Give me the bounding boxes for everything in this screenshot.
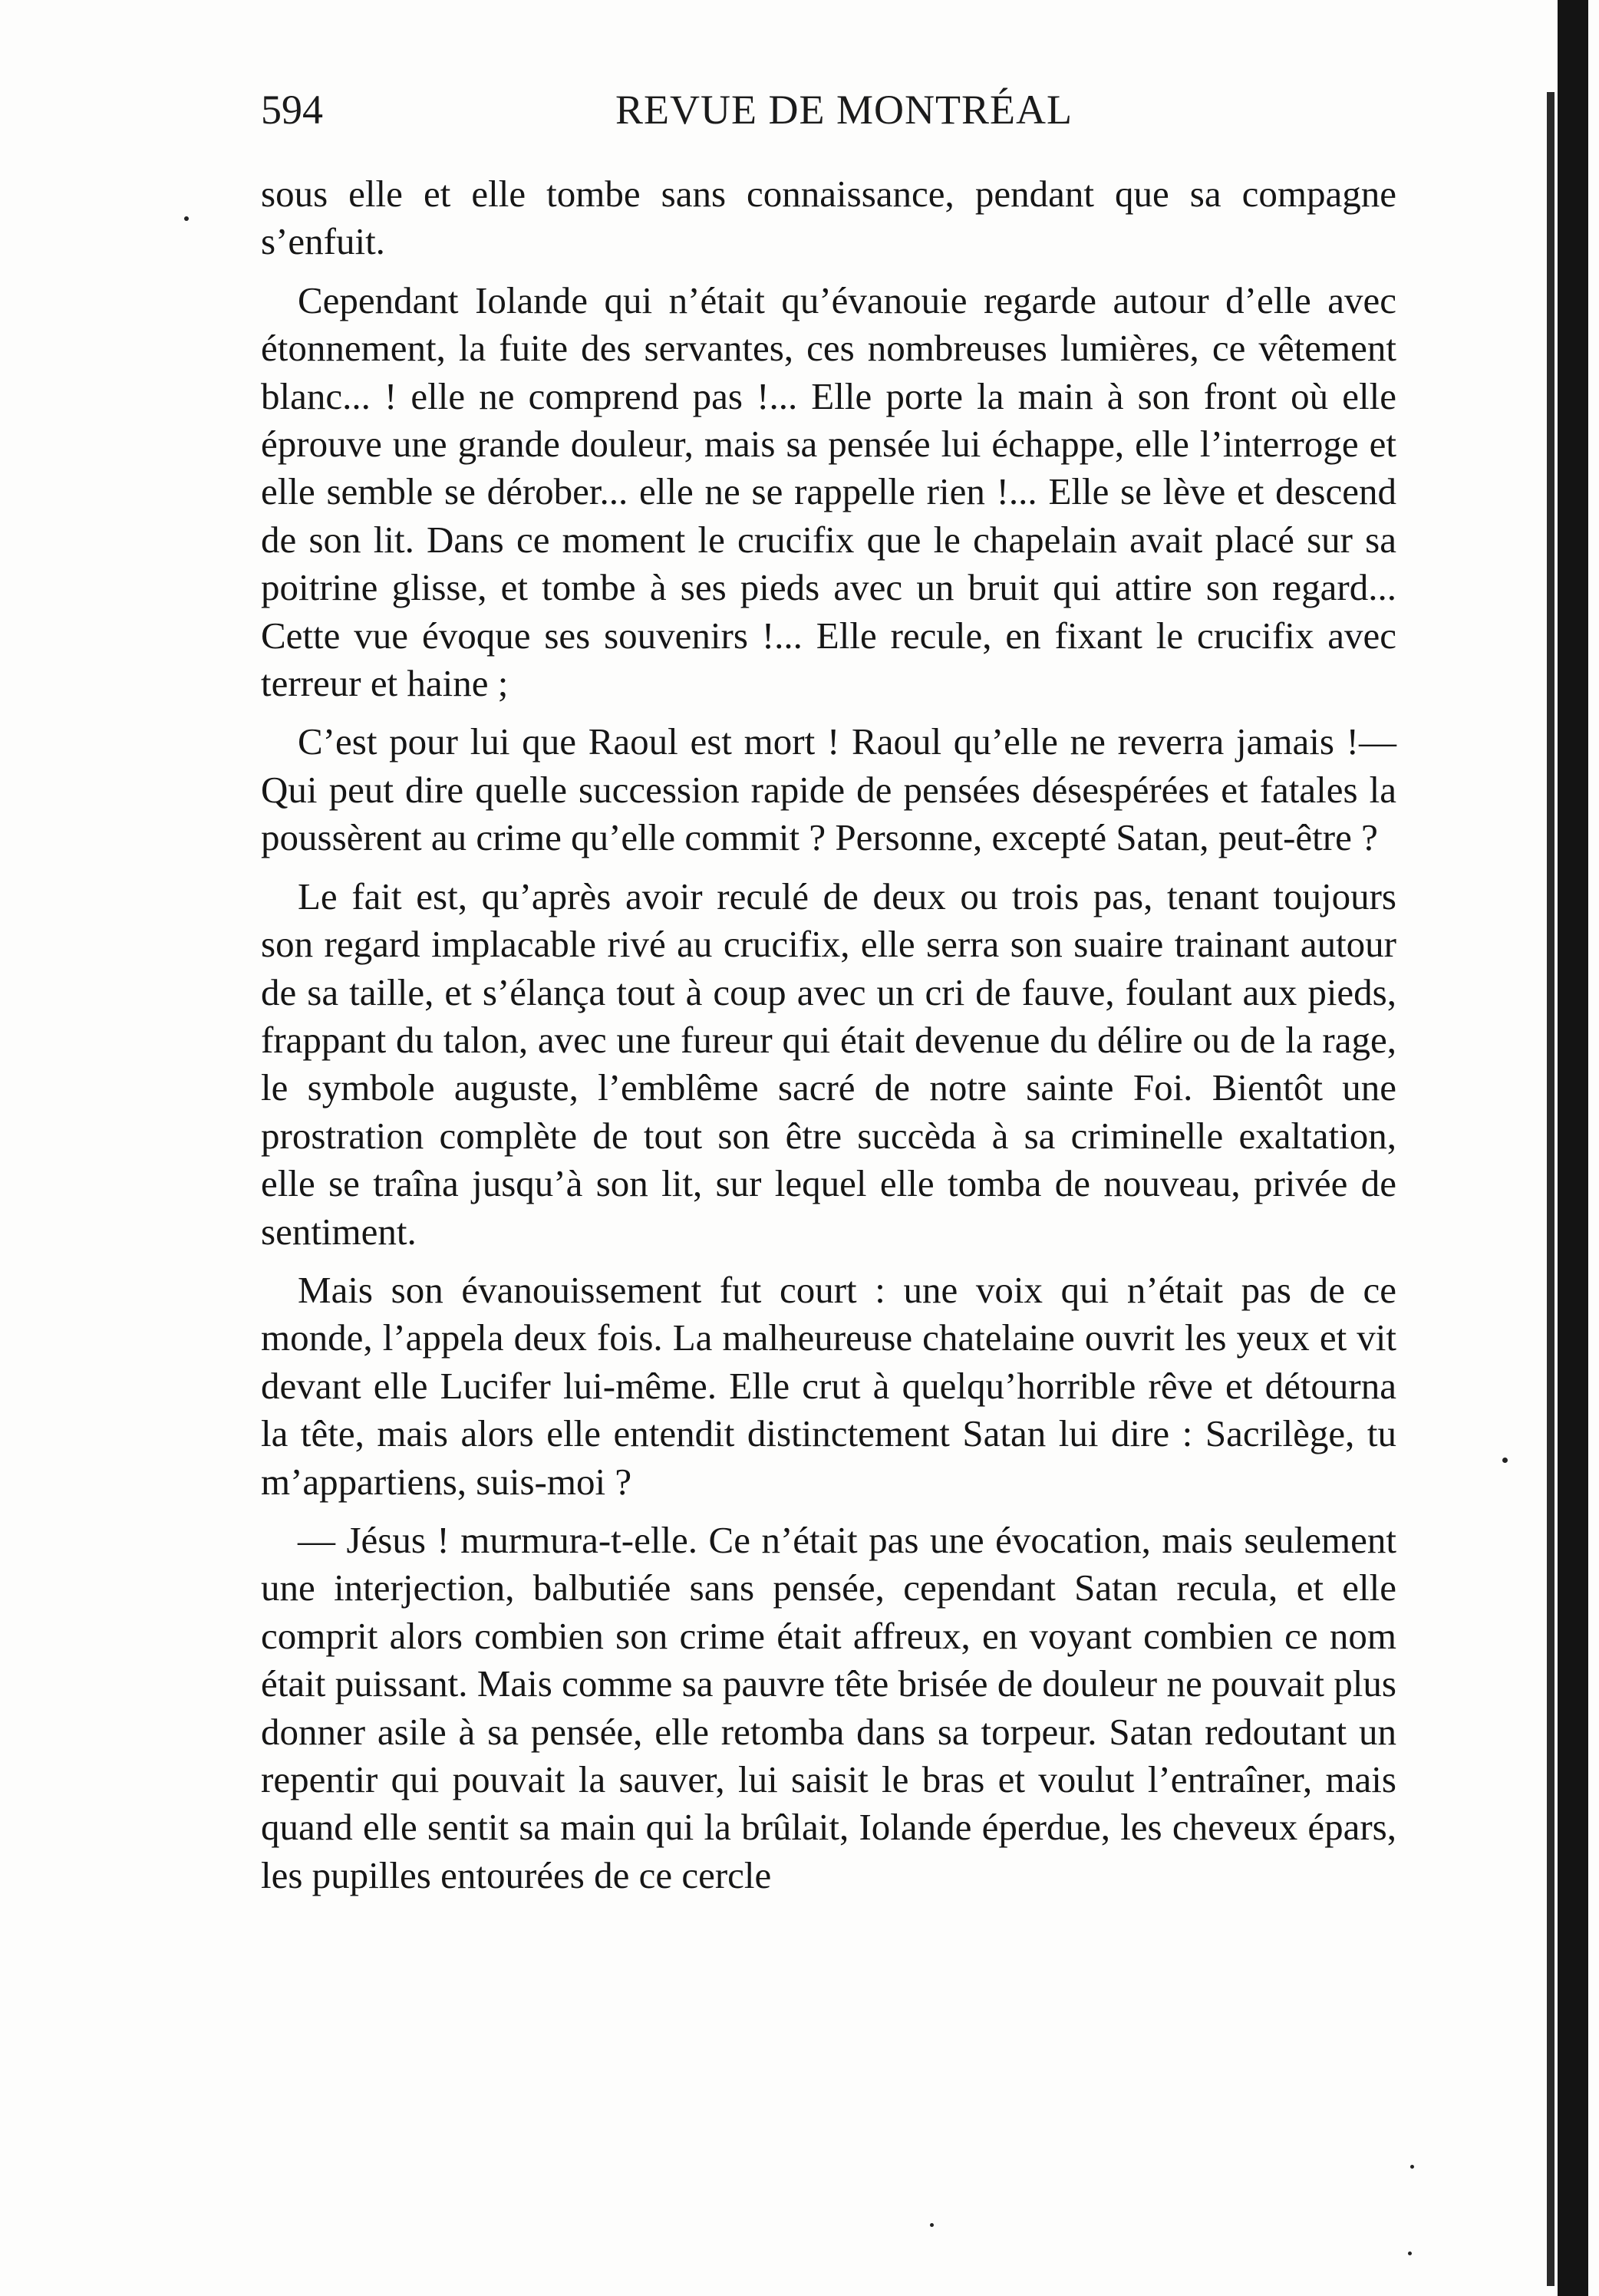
scanned-page-edge-shadow [1547, 92, 1554, 2286]
scan-speck [1408, 2252, 1412, 2255]
page-number: 594 [261, 87, 323, 133]
scan-speck [1502, 1458, 1508, 1463]
scan-speck [184, 216, 189, 221]
paragraph-6: — Jésus ! murmura-t-elle. Ce n’était pas une évocation, mais seulement une interjection, balbutiée sans pensée, cependant Satan recula, et elle comprit alors combien son crime était affreux, en voyant combien ce nom était puissant. Mais comme sa pauvre tête brisée de douleur ne pouvait plus donner asile à sa pensée, elle retomba dans sa torpeur. Satan redoutant un repentir qui pouvait la sauver, lui saisit le bras et voulut l’entraîner, mais quand elle sentit sa main qui la brûlait, Iolande éperdue, les cheveux épars, les pupilles entourées de ce cercle [261, 1518, 1396, 1896]
page-header [261, 86, 1396, 147]
scan-speck [1410, 2165, 1414, 2169]
scan-speck [930, 2223, 934, 2227]
paragraph-2: Cependant Iolande qui n’était qu’évanouie regarde autour d’elle avec étonnement, la fuite des servantes, ces nombreuses lumières, ce vêtement blanc... ! elle ne comprend pas !... Elle porte la main à son front où elle éprouve une grande douleur, mais sa pensée lui échappe, elle l’interroge et elle semble se dérober... elle ne se rappelle rien !... Elle se lève et descend de son lit. Dans ce moment le crucifix que le chapelain avait placé sur sa poitrine glisse, et tombe à ses pieds avec un bruit qui attire son regard... Cette vue évoque ses souvenirs !... Elle recule, en fixant le crucifix avec terreur et haine ; [261, 278, 1396, 705]
paragraph-1: sous elle et elle tombe sans connaissance, pendant que sa compagne s’enfuit. [261, 173, 1396, 263]
paragraph-3: C’est pour lui que Raoul est mort ! Raoul qu’elle ne reverra jamais !—Qui peut dire quelle succession rapide de pensées désespérées et fatales la poussèrent au crime qu’elle commit ? Personne, excepté Satan, peut-être ? [261, 720, 1396, 859]
paragraph-4: Le fait est, qu’après avoir reculé de deux ou trois pas, tenant toujours son regard implacable rivé au crucifix, elle serra son suaire trainant autour de sa taille, et s’élança tout à coup avec un cri de fauve, foulant aux pieds, frappant du talon, avec une fureur qui était devenue du délire ou de la rage, le symbole auguste, l’emblême sacré de notre sainte Foi. Bientôt une prostration complète de tout son être succèda à sa criminelle exaltation, elle se traîna jusqu’à son lit, sur lequel elle tomba de nouveau, privée de sentiment. [261, 875, 1396, 1253]
scanned-page-edge [1558, 0, 1588, 2296]
body-text [261, 170, 1396, 1910]
paragraph-5: Mais son évanouissement fut court : une voix qui n’était pas de ce monde, l’appela deux fois. La malheureuse chatelaine ouvrit les yeux et vit devant elle Lucifer lui-même. Elle crut à quelqu’horrible rêve et détourna la tête, mais alors elle entendit distinctement Satan lui dire : Sacrilège, tu m’appartiens, suis-moi ? [261, 1268, 1396, 1503]
running-title: REVUE DE MONTRÉAL [615, 87, 1073, 133]
